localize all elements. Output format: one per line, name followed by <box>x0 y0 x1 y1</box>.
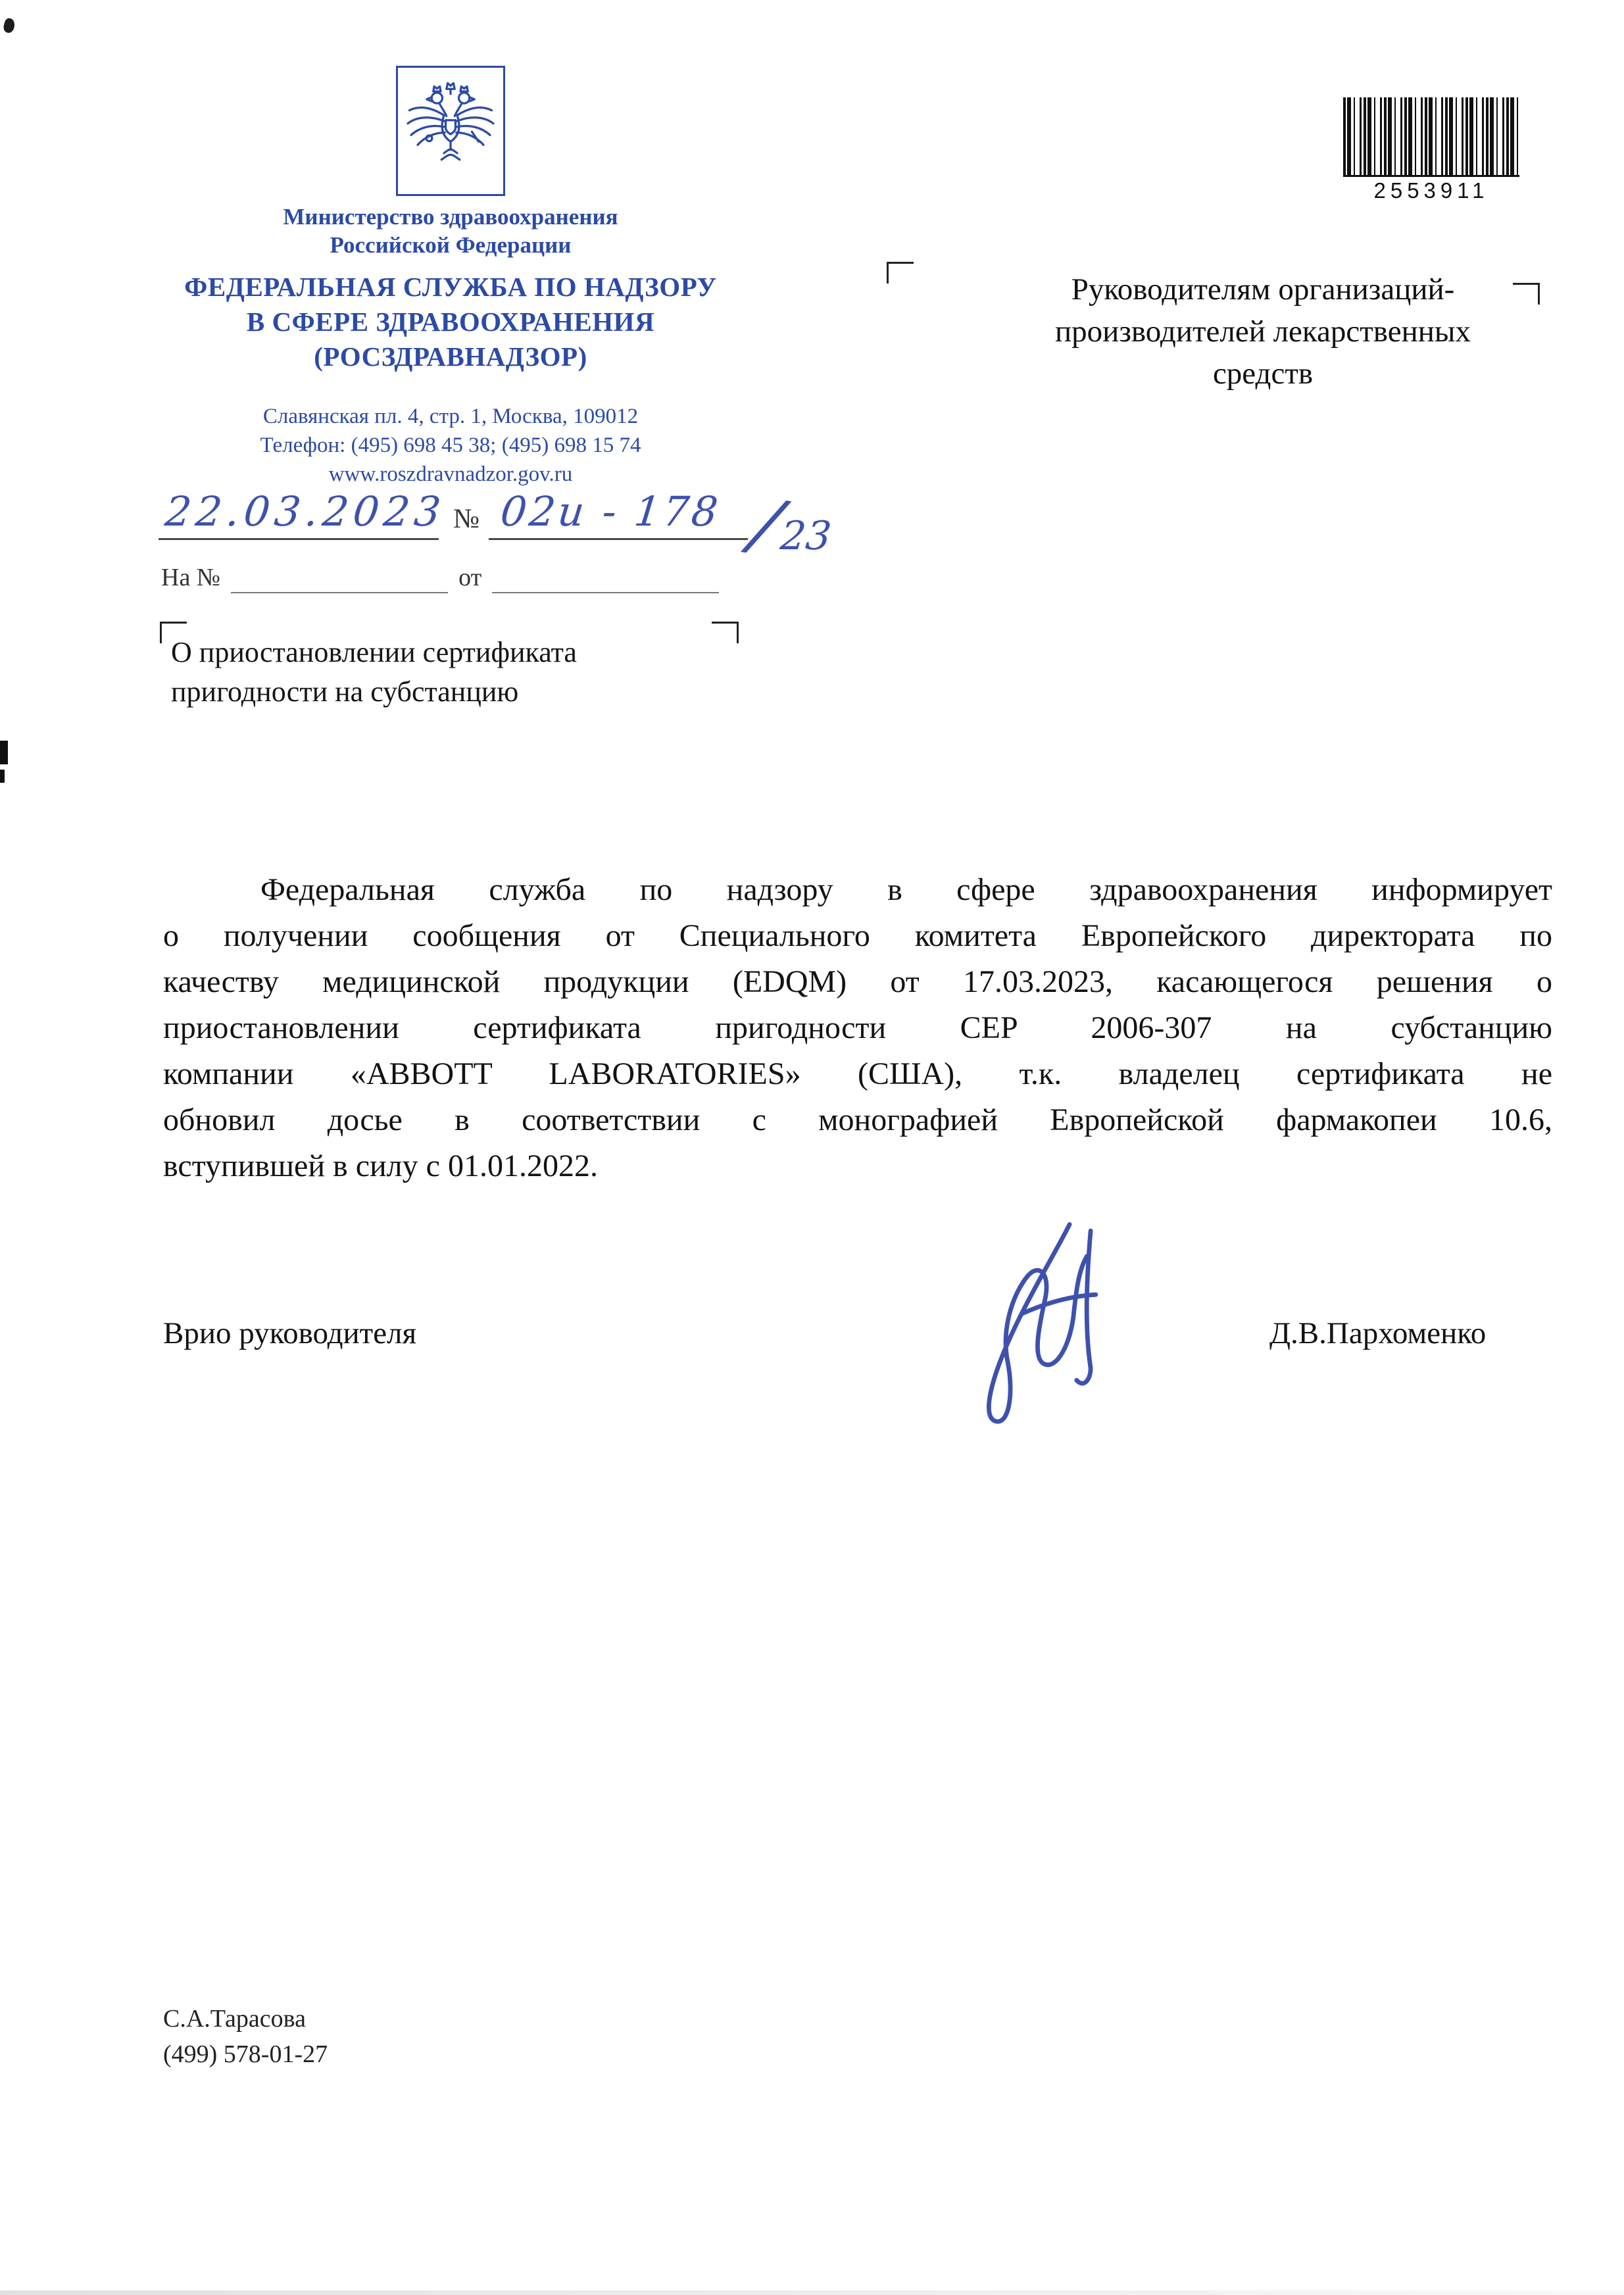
reply-reference-row <box>161 563 719 593</box>
addressee-line: производителей лекарственных <box>1055 314 1471 349</box>
signature-title: Врио руководителя <box>163 1316 417 1350</box>
addressee-line: Руководителям организаций- <box>1071 272 1455 307</box>
number-sign: № <box>453 504 480 534</box>
body-line: о получении сообщения от Специального комитета Европейского директората по <box>163 918 1552 953</box>
ministry-name <box>135 203 766 259</box>
addressee-block <box>987 268 1539 395</box>
letterhead <box>135 66 766 489</box>
outgoing-number-slash: / <box>743 483 790 568</box>
reply-number-underline <box>231 564 448 593</box>
scan-shadow <box>0 2290 1624 2295</box>
body-line: обновил досье в соответствии с монографией Европейской фармакопеи 10.6, <box>163 1102 1552 1137</box>
subject-block <box>171 633 577 712</box>
contact-address: Славянская пл. 4, стр. 1, Москва, 109012 <box>262 405 639 428</box>
outgoing-number-handwritten: 02и - 178 <box>489 488 753 540</box>
body-line: компании «ABBOTT LABORATORIES» (США), т.к. владелец сертификата не <box>163 1056 1552 1091</box>
reply-number-label: На № <box>161 564 221 591</box>
reply-date-underline <box>492 564 719 593</box>
body-paragraph <box>163 867 1552 1189</box>
reply-date-label: от <box>458 564 482 591</box>
body-line: вступившей в силу с 01.01.2022. <box>163 1148 598 1183</box>
ministry-line: Министерство здравоохранения <box>283 204 618 230</box>
letterhead-contacts <box>135 402 766 489</box>
barcode-bars <box>1343 97 1519 177</box>
subject-line: пригодности на субстанцию <box>171 676 519 708</box>
scan-artifact <box>2 17 16 34</box>
corner-mark-subject-right <box>712 622 739 643</box>
service-line: (РОСЗДРАВНАДЗОР) <box>314 341 587 372</box>
addressee-line: средств <box>1212 357 1314 391</box>
emblem-box <box>396 66 505 196</box>
signature-name: Д.В.Пархоменко <box>1269 1316 1487 1350</box>
ministry-line: Российской Федерации <box>330 232 572 258</box>
body-line: приостановлении сертификата пригодности CEP 2006-307 на субстанцию <box>163 1010 1552 1045</box>
scan-artifact <box>0 741 8 764</box>
barcode <box>1343 97 1519 203</box>
executor-block <box>163 2001 328 2072</box>
signature-ink <box>920 1212 1137 1429</box>
service-line: ФЕДЕРАЛЬНАЯ СЛУЖБА ПО НАДЗОРУ <box>184 272 717 302</box>
executor-phone: (499) 578-01-27 <box>163 2040 328 2068</box>
body-line: Федеральная служба по надзору в сфере здравоохранения информирует <box>260 872 1552 907</box>
outgoing-reference-row <box>161 483 834 568</box>
contact-website: www.roszdravnadzor.gov.ru <box>328 462 573 486</box>
scan-artifact <box>0 770 5 783</box>
coat-of-arms-russia-icon <box>401 71 500 191</box>
outgoing-number-suffix: 23 <box>778 513 834 559</box>
outgoing-date-handwritten: 22.03.2023 <box>159 488 444 540</box>
corner-mark-addressee-left <box>887 262 914 284</box>
barcode-number: 2553911 <box>1373 178 1489 203</box>
service-name <box>135 270 766 374</box>
contact-phone: Телефон: (495) 698 45 38; (495) 698 15 74 <box>260 433 641 457</box>
body-line: качеству медицинской продукции (EDQM) от 17.03.2023, касающегося решения о <box>163 964 1552 999</box>
executor-name: С.А.Тарасова <box>163 2005 306 2033</box>
service-line: В СФЕРЕ ЗДРАВООХРАНЕНИЯ <box>246 307 655 337</box>
subject-line: О приостановлении сертификата <box>171 636 577 668</box>
